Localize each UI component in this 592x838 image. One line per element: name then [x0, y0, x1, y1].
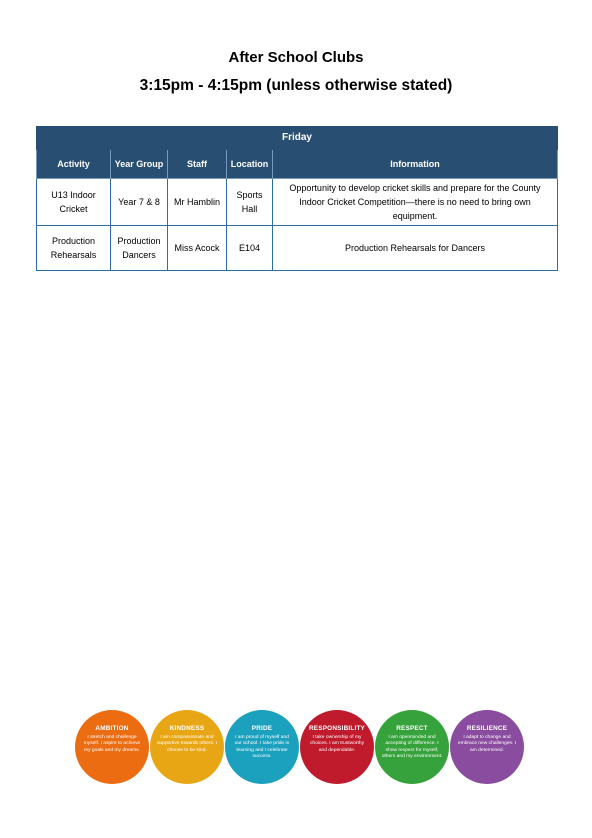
day-header: Friday [37, 127, 558, 150]
staff-cell: Miss Acock [168, 226, 227, 271]
page-title: After School Clubs [228, 49, 364, 66]
activity-cell: Production Rehearsals [37, 226, 111, 271]
value-name: RESILIENCE [466, 725, 508, 732]
value-statement: I am openminded and accepting of difference. I show respect for myself, others and my environment. [381, 735, 443, 760]
table-row [37, 226, 558, 271]
time-subtitle: 3:15pm - 4:15pm (unless otherwise stated) [139, 77, 453, 94]
value-name: PRIDE [251, 725, 273, 732]
clubs-table [36, 126, 558, 271]
table-row [37, 179, 558, 226]
location-cell: E104 [227, 226, 273, 271]
information-cell: Production Rehearsals for Dancers [273, 226, 558, 271]
column-header-activity: Activity [37, 150, 111, 179]
staff-cell: Mr Hamblin [168, 179, 227, 226]
value-ambition-badge [75, 710, 149, 784]
value-respect-badge [375, 710, 449, 784]
value-statement: I am compassionate and supportive towards others. I choose to be kind. [156, 735, 218, 753]
column-header-staff: Staff [168, 150, 227, 179]
value-name: RESPECT [396, 725, 428, 732]
value-statement: I am proud of myself and our school. I take pride in learning and I celebrate success. [234, 735, 290, 760]
value-name: RESPONSIBILITY [308, 725, 366, 732]
location-cell: Sports Hall [227, 179, 273, 226]
school-values-banner [75, 710, 525, 786]
activity-cell: U13 Indoor Cricket [37, 179, 111, 226]
column-header-information: Information [273, 150, 558, 179]
value-name: KINDNESS [169, 725, 205, 732]
value-pride-badge [225, 710, 299, 784]
information-cell: Opportunity to develop cricket skills and prepare for the County Indoor Cricket Competition—there is no need to bring own equipment. [273, 179, 558, 226]
value-statement: I stretch and challenge myself. I aspire to achieve my goals and my dreams. [83, 735, 141, 753]
year-group-cell: Year 7 & 8 [111, 179, 168, 226]
value-name: AMBITION [95, 725, 129, 732]
column-header-location: Location [227, 150, 273, 179]
value-statement: I take ownership of my choices. I am trustworthy and dependable. [309, 735, 365, 753]
year-group-cell: Production Dancers [111, 226, 168, 271]
value-statement: I adapt to change and embrace new challenges. I am determined. [457, 735, 517, 753]
value-kindness-badge [150, 710, 224, 784]
value-responsibility-badge [300, 710, 374, 784]
column-header-year-group: Year Group [111, 150, 168, 179]
value-resilience-badge [450, 710, 524, 784]
